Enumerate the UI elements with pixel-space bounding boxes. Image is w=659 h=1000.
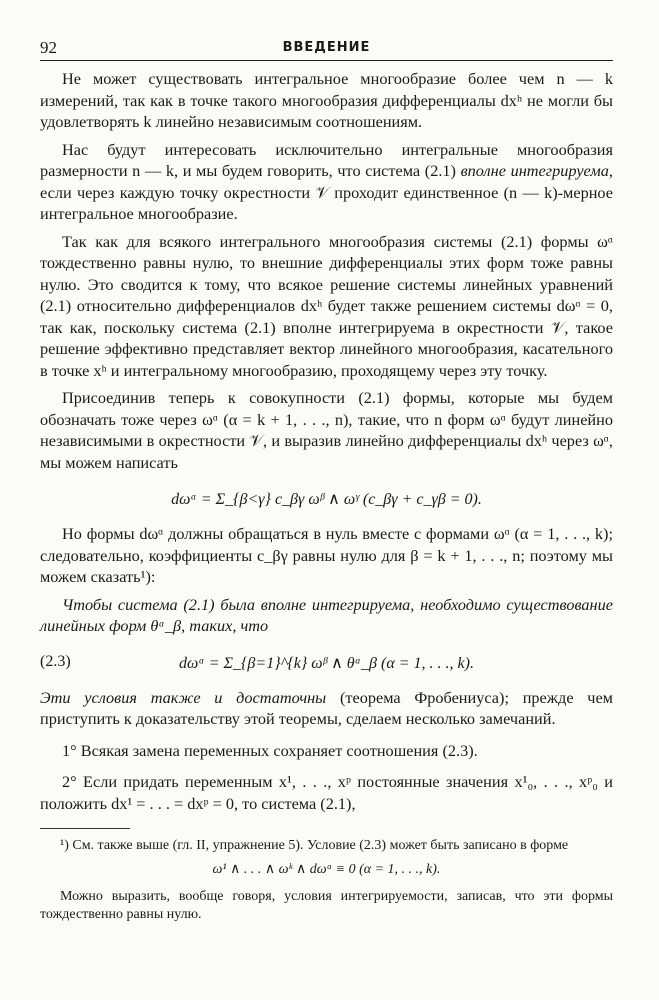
- formula-structure-equations: dωᵅ = Σ_{β<γ} c_βγ ωᵝ ∧ ωᵞ (c_βγ + c_γβ = 0).: [171, 491, 482, 508]
- paragraph: Нас будут интересовать исключительно интегральные многообразия размерности n — k, и мы будем говорить, что система (2.1) вполне интегрируема, если через каждую точку окрестности 𝒱 проходит единственное (n — k)-мерное интегральное многообразие.: [40, 139, 613, 223]
- footnote-formula: ω¹ ∧ . . . ∧ ωᵏ ∧ dωᵅ ≡ 0 (α = 1, . . ., k).: [212, 862, 441, 877]
- paragraph: Так как для всякого интегрального многообразия системы (2.1) формы ωᵅ тождественно равны нулю, то внешние дифференциалы этих форм тоже равны нулю. Это сводится к тому, что всякое решение системы линейных уравнений (2.1) относительно дифференциалов dxʰ будет также решением системы dωᵅ = 0, так как, поскольку система (2.1) вполне интегрируема в окрестности 𝒱, такое решение эффективно представляет вектор линейного многообразия, касательного в точке xʰ и интегральному многообразию, проходящему через эту точку.: [40, 231, 613, 380]
- paragraph: Эти условия также и достаточны (теорема Фробениуса); прежде чем приступить к доказательству этой теоремы, сделаем несколько замечаний.: [40, 687, 613, 728]
- chapter-title: ВВЕДЕНИЕ: [282, 40, 371, 55]
- equation-label: (2.3): [40, 652, 71, 670]
- remark-1: 1° Всякая замена переменных сохраняет соотношения (2.3).: [62, 740, 478, 760]
- paragraph: Но формы dωᵅ должны обращаться в нуль вместе с формами ωᵅ (α = 1, . . ., k); следовательно, коэффициенты c_βγ равны нулю для β = k + 1, . . ., n; поэтому мы можем сказать¹):: [40, 524, 613, 586]
- page-number: 92: [40, 38, 57, 57]
- footnote-rule: [40, 828, 130, 829]
- footnote-text: Можно выразить, вообще говоря, условия интегрируемости, записав, что эти формы тождественно равны нулю.: [40, 889, 613, 922]
- paragraph: Не может существовать интегральное многообразие более чем n — k измерений, так как в точке такого многообразия дифференциалы dxʰ не могли бы удовлетворять k линейно независимым соотношениям.: [40, 69, 613, 131]
- main-text: [40, 68, 613, 928]
- footnote-text: ¹) См. также выше (гл. II, упражнение 5). Условие (2.3) может быть записано в форме: [60, 838, 569, 853]
- running-header: [40, 38, 613, 61]
- theorem-statement: Чтобы система (2.1) была вполне интегрируема, необходимо существование линейных форм θᵅ_β, таких, что: [40, 594, 613, 635]
- paragraph: Присоединив теперь к совокупности (2.1) формы, которые мы будем обозначать тоже через ωᵅ (α = k + 1, . . ., n), такие, что n форм ωᵅ будут линейно независимыми в окрестности 𝒱, и выразив линейно дифференциалы dxʰ через ωᵅ, мы можем написать: [40, 388, 613, 472]
- formula-2-3: (2.3) dωᵅ = Σ_{β=1}^{k} ωᵝ ∧ θᵅ_β (α = 1, . . ., k).: [40, 652, 474, 672]
- remark-2: 2° Если придать переменным x¹, . . ., xᵖ постоянные значения x¹₀, . . ., xᵖ₀ и положить dx¹ = . . . = dxᵖ = 0, то система (2.1),: [40, 772, 613, 813]
